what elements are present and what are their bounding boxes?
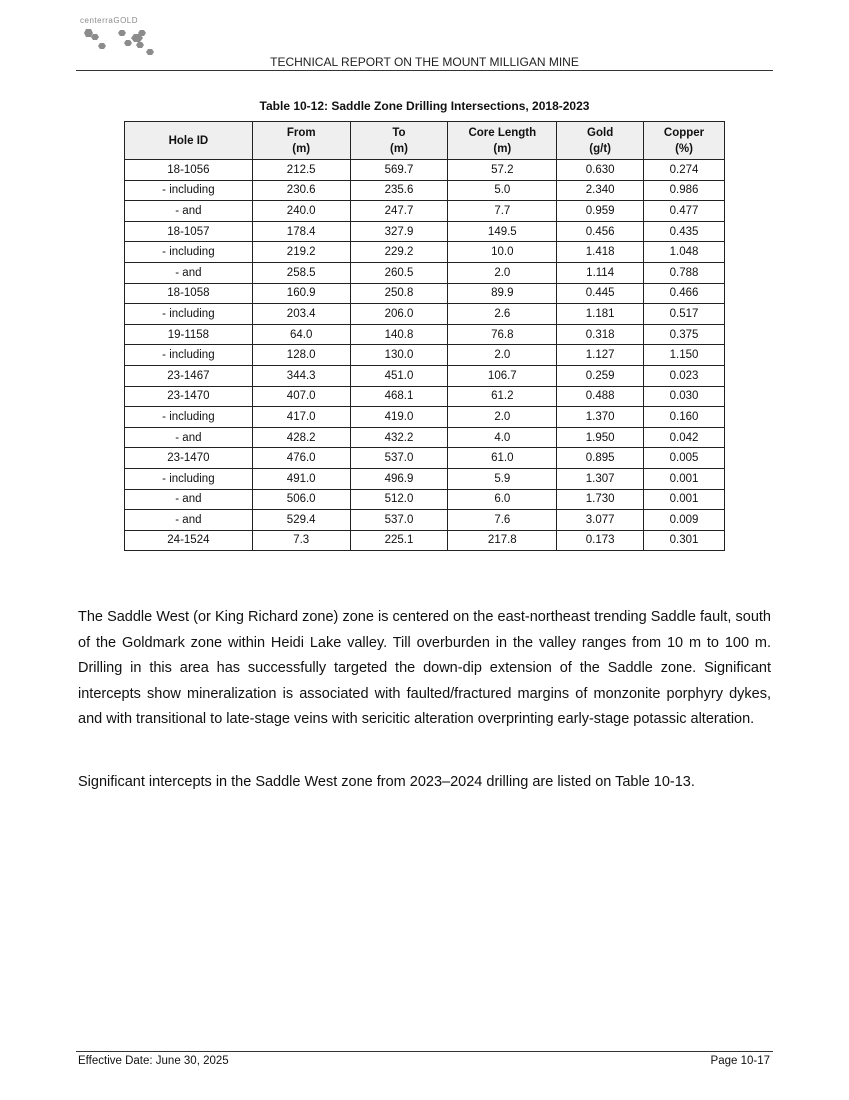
hole-id-cell: 19-1158	[125, 324, 253, 345]
from-cell: 344.3	[252, 365, 350, 386]
from-cell: 178.4	[252, 221, 350, 242]
table-row	[125, 221, 725, 242]
column-header-gold: Gold (g/t)	[557, 122, 644, 160]
hole-id-cell: 18-1058	[125, 283, 253, 304]
from-cell: 476.0	[252, 448, 350, 469]
gold-cell: 0.445	[557, 283, 644, 304]
column-header-from: From (m)	[252, 122, 350, 160]
copper-cell: 0.042	[644, 427, 725, 448]
from-cell: 203.4	[252, 304, 350, 325]
column-header-core-length: Core Length (m)	[448, 122, 557, 160]
core-length-cell: 61.2	[448, 386, 557, 407]
to-cell: 419.0	[350, 407, 448, 428]
core-length-cell: 2.6	[448, 304, 557, 325]
table-row	[125, 283, 725, 304]
core-length-cell: 217.8	[448, 530, 557, 551]
to-cell: 229.2	[350, 242, 448, 263]
core-length-cell: 5.0	[448, 180, 557, 201]
from-cell: 258.5	[252, 262, 350, 283]
core-length-cell: 7.6	[448, 510, 557, 531]
core-length-cell: 6.0	[448, 489, 557, 510]
column-header-hole-id: Hole ID	[125, 122, 253, 160]
core-length-cell: 7.7	[448, 201, 557, 222]
table-row	[125, 468, 725, 489]
effective-date: Effective Date: June 30, 2025	[78, 1055, 229, 1067]
core-length-cell: 76.8	[448, 324, 557, 345]
from-cell: 529.4	[252, 510, 350, 531]
core-length-cell: 2.0	[448, 345, 557, 366]
copper-cell: 1.150	[644, 345, 725, 366]
core-length-cell: 2.0	[448, 407, 557, 428]
page-number: Page 10-17	[710, 1055, 770, 1067]
to-cell: 468.1	[350, 386, 448, 407]
table-row	[125, 448, 725, 469]
table-row	[125, 489, 725, 510]
copper-cell: 0.301	[644, 530, 725, 551]
copper-cell: 0.001	[644, 468, 725, 489]
table-row	[125, 180, 725, 201]
from-cell: 240.0	[252, 201, 350, 222]
to-cell: 537.0	[350, 448, 448, 469]
gold-cell: 1.127	[557, 345, 644, 366]
table-row	[125, 427, 725, 448]
table-row	[125, 262, 725, 283]
to-cell: 569.7	[350, 160, 448, 181]
from-cell: 212.5	[252, 160, 350, 181]
column-header-copper: Copper (%)	[644, 122, 725, 160]
hole-id-cell: 23-1467	[125, 365, 253, 386]
from-cell: 230.6	[252, 180, 350, 201]
table-row	[125, 160, 725, 181]
to-cell: 496.9	[350, 468, 448, 489]
table-row	[125, 365, 725, 386]
hole-id-cell: 23-1470	[125, 448, 253, 469]
footer-divider	[76, 1051, 773, 1052]
to-cell: 451.0	[350, 365, 448, 386]
to-cell: 225.1	[350, 530, 448, 551]
core-length-cell: 2.0	[448, 262, 557, 283]
gold-cell: 0.959	[557, 201, 644, 222]
column-header-to: To (m)	[350, 122, 448, 160]
core-length-cell: 10.0	[448, 242, 557, 263]
from-cell: 417.0	[252, 407, 350, 428]
gold-cell: 2.340	[557, 180, 644, 201]
gold-cell: 3.077	[557, 510, 644, 531]
from-cell: 7.3	[252, 530, 350, 551]
table-row	[125, 345, 725, 366]
to-cell: 235.6	[350, 180, 448, 201]
core-length-cell: 4.0	[448, 427, 557, 448]
core-length-cell: 61.0	[448, 448, 557, 469]
copper-cell: 0.023	[644, 365, 725, 386]
logo-text: centerraGOLD	[80, 16, 139, 25]
from-cell: 64.0	[252, 324, 350, 345]
gold-cell: 0.173	[557, 530, 644, 551]
hole-id-cell: - and	[125, 510, 253, 531]
hole-id-cell: - including	[125, 304, 253, 325]
table-row	[125, 530, 725, 551]
copper-cell: 0.001	[644, 489, 725, 510]
hole-id-cell: - and	[125, 201, 253, 222]
gold-cell: 0.895	[557, 448, 644, 469]
copper-cell: 0.466	[644, 283, 725, 304]
to-cell: 206.0	[350, 304, 448, 325]
hole-id-cell: 18-1057	[125, 221, 253, 242]
to-cell: 537.0	[350, 510, 448, 531]
gold-cell: 0.630	[557, 160, 644, 181]
gold-cell: 1.307	[557, 468, 644, 489]
gold-cell: 1.114	[557, 262, 644, 283]
drilling-intersections-table	[124, 121, 725, 551]
hole-id-cell: - and	[125, 427, 253, 448]
hole-id-cell: - including	[125, 468, 253, 489]
hole-id-cell: - and	[125, 262, 253, 283]
table-row	[125, 386, 725, 407]
body-paragraph-1: The Saddle West (or King Richard zone) zone is centered on the east-northeast trending Saddle fault, south of the Goldmark zone within Heidi Lake valley. Till overburden in the valley ranges from 10 m to 100 m. Drilling in this area has successfully targeted the down-dip extension of the Saddle zone. Significant intercepts show mineralization is associated with faulted/fractured margins of monzonite porphyry dykes, and with transitional to late-stage veins with sericitic alteration overprinting early-stage potassic alteration.	[78, 609, 771, 727]
core-length-cell: 5.9	[448, 468, 557, 489]
table-row	[125, 407, 725, 428]
gold-cell: 0.488	[557, 386, 644, 407]
to-cell: 512.0	[350, 489, 448, 510]
hole-id-cell: - including	[125, 242, 253, 263]
table-header-row	[125, 122, 725, 160]
core-length-cell: 149.5	[448, 221, 557, 242]
copper-cell: 0.005	[644, 448, 725, 469]
to-cell: 130.0	[350, 345, 448, 366]
core-length-cell: 57.2	[448, 160, 557, 181]
hole-id-cell: - and	[125, 489, 253, 510]
to-cell: 247.7	[350, 201, 448, 222]
body-paragraph-2: Significant intercepts in the Saddle West zone from 2023–2024 drilling are listed on Table 10-13.	[78, 774, 695, 790]
gold-cell: 0.318	[557, 324, 644, 345]
table-row	[125, 242, 725, 263]
table-row	[125, 510, 725, 531]
from-cell: 506.0	[252, 489, 350, 510]
from-cell: 428.2	[252, 427, 350, 448]
copper-cell: 0.986	[644, 180, 725, 201]
gold-cell: 0.456	[557, 221, 644, 242]
copper-cell: 0.009	[644, 510, 725, 531]
from-cell: 219.2	[252, 242, 350, 263]
gold-cell: 1.730	[557, 489, 644, 510]
copper-cell: 0.160	[644, 407, 725, 428]
table-row	[125, 324, 725, 345]
table-caption: Table 10-12: Saddle Zone Drilling Intersections, 2018-2023	[259, 99, 590, 113]
copper-cell: 0.435	[644, 221, 725, 242]
copper-cell: 0.375	[644, 324, 725, 345]
to-cell: 250.8	[350, 283, 448, 304]
copper-cell: 0.274	[644, 160, 725, 181]
gold-cell: 0.259	[557, 365, 644, 386]
gold-cell: 1.181	[557, 304, 644, 325]
hole-id-cell: 24-1524	[125, 530, 253, 551]
gold-cell: 1.370	[557, 407, 644, 428]
from-cell: 407.0	[252, 386, 350, 407]
table-row	[125, 304, 725, 325]
to-cell: 140.8	[350, 324, 448, 345]
from-cell: 491.0	[252, 468, 350, 489]
hole-id-cell: 18-1056	[125, 160, 253, 181]
copper-cell: 0.517	[644, 304, 725, 325]
to-cell: 327.9	[350, 221, 448, 242]
to-cell: 260.5	[350, 262, 448, 283]
copper-cell: 1.048	[644, 242, 725, 263]
copper-cell: 0.477	[644, 201, 725, 222]
hole-id-cell: - including	[125, 345, 253, 366]
from-cell: 128.0	[252, 345, 350, 366]
report-title: TECHNICAL REPORT ON THE MOUNT MILLIGAN MINE	[270, 55, 579, 69]
header-divider	[76, 70, 773, 71]
to-cell: 432.2	[350, 427, 448, 448]
gold-cell: 1.950	[557, 427, 644, 448]
hole-id-cell: 23-1470	[125, 386, 253, 407]
table-row	[125, 201, 725, 222]
copper-cell: 0.788	[644, 262, 725, 283]
core-length-cell: 89.9	[448, 283, 557, 304]
gold-cell: 1.418	[557, 242, 644, 263]
from-cell: 160.9	[252, 283, 350, 304]
copper-cell: 0.030	[644, 386, 725, 407]
hole-id-cell: - including	[125, 407, 253, 428]
hole-id-cell: - including	[125, 180, 253, 201]
core-length-cell: 106.7	[448, 365, 557, 386]
